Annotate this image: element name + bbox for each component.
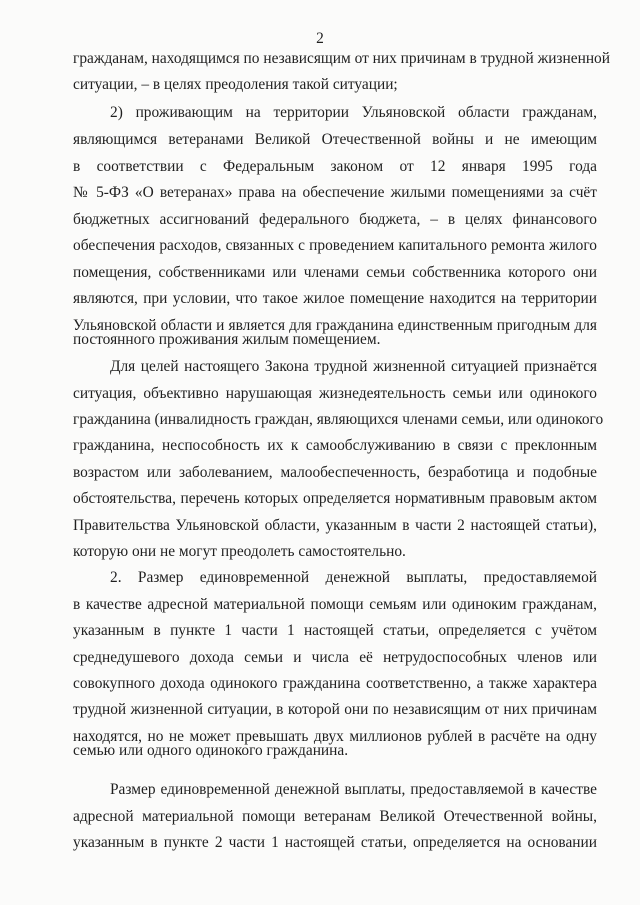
text-line: являются, при условии, что такое жилое помещение находится на территории — [73, 290, 597, 307]
text-line: в качестве адресной материальной помощи семьям или одиноким гражданам, — [73, 596, 597, 613]
text-line: Правительства Ульяновской области, указанным в части 2 настоящей статьи), — [73, 517, 597, 534]
text-line: гражданам, находящимся по независящим от них причинам в трудной жизненной — [73, 50, 610, 67]
text-line: Ульяновской области и является для гражданина единственным пригодным для — [73, 317, 597, 334]
text-line: 2) проживающим на территории Ульяновской области гражданам, — [110, 104, 597, 121]
text-line: возрастом или заболеванием, малообеспеченность, безработица и подобные — [73, 464, 597, 481]
text-line: ситуации, – в целях преодоления такой ситуации; — [73, 76, 398, 93]
text-line: гражданина (инвалидность граждан, являющихся членами семьи, или одинокого — [73, 411, 604, 428]
text-line: постоянного проживания жилым помещением. — [73, 331, 381, 348]
text-line: ситуация, объективно нарушающая жизнедеятельность семьи или одинокого — [73, 385, 597, 402]
text-line: обстоятельства, перечень которых определяется нормативным правовым актом — [73, 490, 597, 507]
text-line: Для целей настоящего Закона трудной жизненной ситуацией признаётся — [110, 358, 597, 375]
text-line: которую они не могут преодолеть самостоятельно. — [73, 543, 406, 560]
text-line: 2. Размер единовременной денежной выплаты, предоставляемой — [110, 569, 597, 586]
text-line: указанным в пункте 2 части 1 настоящей статьи, определяется на основании — [73, 834, 597, 851]
text-line: совокупного дохода одинокого гражданина соответственно, а также характера — [73, 675, 597, 692]
text-line: гражданина, неспособность их к самообслуживанию в связи с преклонным — [73, 437, 597, 454]
text-line: являющимся ветеранами Великой Отечественной войны и не имеющим — [73, 131, 597, 148]
text-line: № 5-ФЗ «О ветеранах» права на обеспечение жилыми помещениями за счёт — [73, 184, 597, 201]
text-line: среднедушевого дохода семьи и числа её нетрудоспособных членов или — [73, 649, 597, 666]
text-line: помещения, собственниками или членами семьи собственника которого они — [73, 264, 597, 281]
text-line: в соответствии с Федеральным законом от 12 января 1995 года — [73, 158, 597, 175]
text-line: Размер единовременной денежной выплаты, предоставляемой в качестве — [110, 781, 597, 798]
text-line: обеспечения расходов, связанных с проведением капитального ремонта жилого — [73, 237, 597, 254]
page-number: 2 — [316, 30, 324, 47]
text-line: адресной материальной помощи ветеранам Великой Отечественной войны, — [73, 808, 597, 825]
text-line: бюджетных ассигнований федерального бюджета, – в целях финансового — [73, 211, 597, 228]
text-line: находятся, но не может превышать двух миллионов рублей в расчёте на одну — [73, 728, 597, 745]
text-line: семью или одного одинокого гражданина. — [73, 742, 349, 759]
text-line: указанным в пункте 1 части 1 настоящей статьи, определяется с учётом — [73, 622, 597, 639]
text-line: трудной жизненной ситуации, в которой они по независящим от них причинам — [73, 701, 597, 718]
